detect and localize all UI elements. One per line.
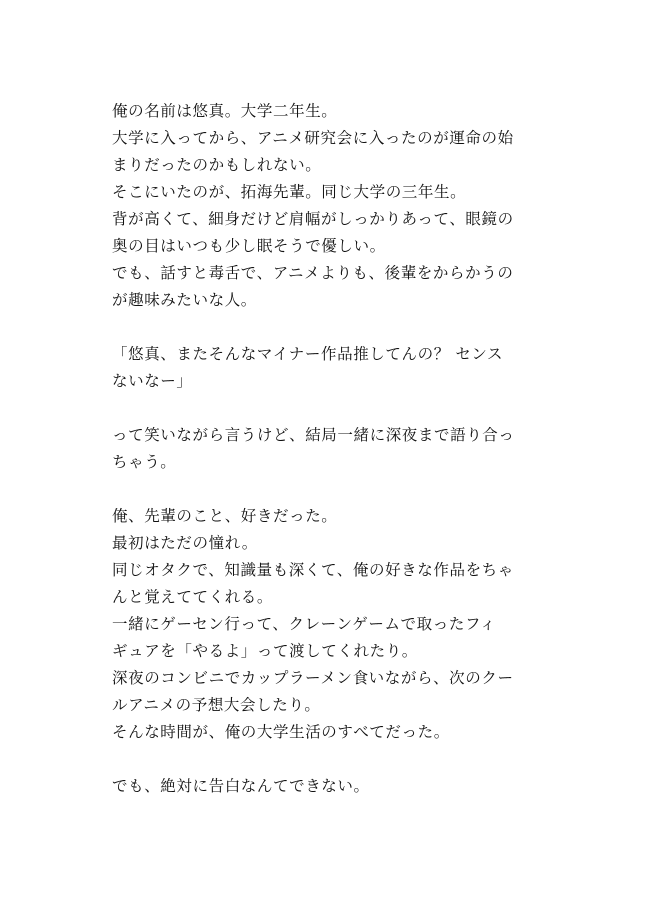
dialogue-line: ないなー」 bbox=[112, 372, 193, 390]
text-line: そんな時間が、俺の大学生活のすべてだった。 bbox=[112, 723, 450, 741]
text-line: んと覚えててくれる。 bbox=[112, 588, 274, 606]
text-line: 深夜のコンビニでカップラーメン食いながら、次のクー bbox=[112, 669, 514, 687]
text-line: って笑いながら言うけど、結局一緒に深夜まで語り合っ bbox=[112, 426, 515, 444]
text-line: 一緒にゲーセン行って、クレーンゲームで取ったフィ bbox=[112, 615, 496, 633]
text-line: 同じオタクで、知識量も深くて、俺の好きな作品をちゃ bbox=[112, 561, 514, 579]
text-line: 俺の名前は悠真。大学二年生。 bbox=[112, 102, 338, 120]
paragraph-break bbox=[112, 395, 548, 422]
text-line: ちゃう。 bbox=[112, 453, 177, 471]
text-line: 背が高くて、細身だけど肩幅がしっかりあって、眼鏡の bbox=[112, 210, 514, 228]
text-line: 俺、先輩のこと、好きだった。 bbox=[112, 507, 338, 525]
text-line: ルアニメの予想大会したり。 bbox=[112, 696, 321, 714]
text-line: が趣味みたいな人。 bbox=[112, 291, 257, 309]
text-line: そこにいたのが、拓海先輩。同じ大学の三年生。 bbox=[112, 183, 467, 201]
paragraph-break bbox=[112, 746, 548, 773]
text-line: 最初はただの憧れ。 bbox=[112, 534, 258, 552]
paragraph-break bbox=[112, 314, 548, 341]
text-line: 奥の目はいつも少し眠そうで優しい。 bbox=[112, 237, 386, 255]
text-line: でも、絶対に告白なんてできない。 bbox=[112, 777, 370, 795]
text-line: 大学に入ってから、アニメ研究会に入ったのが運命の始 bbox=[112, 129, 514, 147]
text-line: でも、話すと毒舌で、アニメよりも、後輩をからかうの bbox=[112, 264, 514, 282]
dialogue-line: 「悠真、またそんなマイナー作品推してんの？ センス bbox=[112, 345, 504, 363]
story-text bbox=[112, 98, 548, 800]
paragraph-break bbox=[112, 476, 548, 503]
text-line: まりだったのかもしれない。 bbox=[112, 156, 322, 174]
text-line: ギュアを「やるよ」って渡してくれたり。 bbox=[112, 642, 418, 660]
